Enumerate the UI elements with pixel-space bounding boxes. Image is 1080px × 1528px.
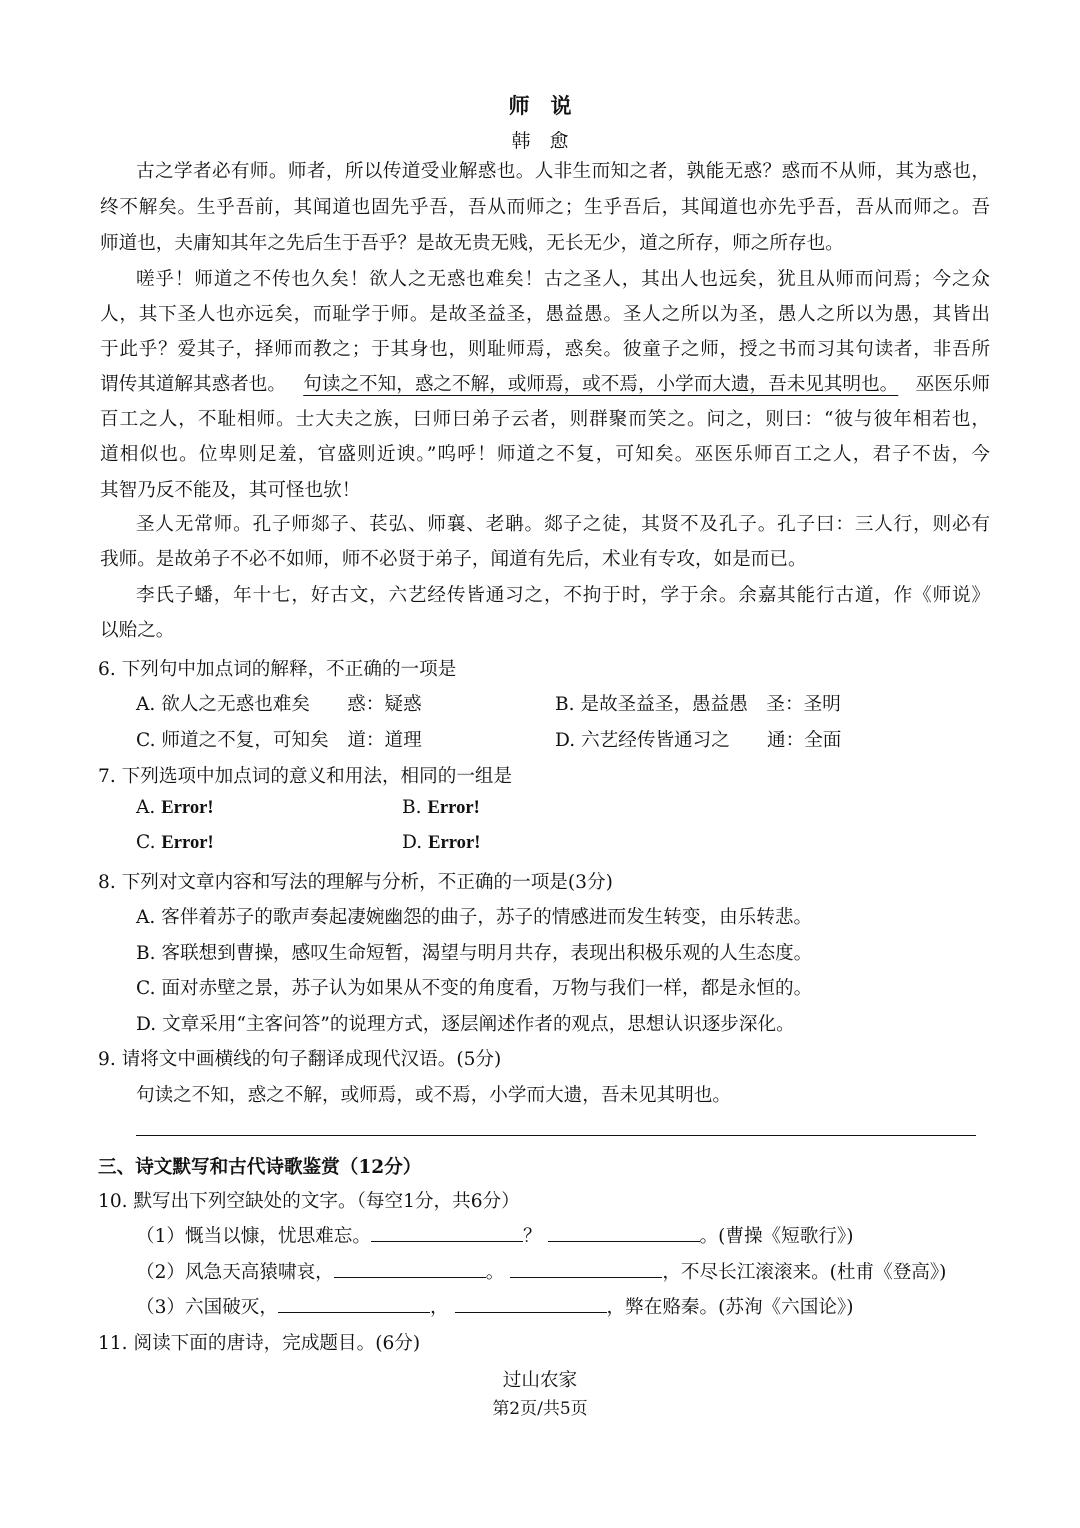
question-6-option-c: C. 师道之不复，可知矣 道：道理 [136,730,422,751]
item-text: （3）六国破灭， [136,1297,278,1318]
item-text: ，弊在赂秦。(苏洵《六国论》) [606,1297,854,1318]
question-11-stem: 11. 阅读下面的唐诗，完成题目。(6分) [98,1333,421,1354]
item-text: ？ [522,1226,542,1247]
passage-text: 谓传其道解其惑者也。 [100,374,286,395]
option-letter: B. [402,797,422,818]
passage-line: 李氏子蟠，年十七，好古文，六艺经传皆通习之，不拘于时，学于余。余嘉其能行古道，作《师说》 [136,585,990,606]
passage-line: 其智乃反不能及，其可怪也欤！ [100,480,361,501]
fill-blank[interactable] [455,1294,607,1313]
question-10-item-3 [136,1293,853,1319]
question-7-option-d [402,832,480,854]
question-6-stem: 6. 下列句中加点词的解释，不正确的一项是 [98,659,457,680]
question-7-option-a [136,797,214,819]
question-10-item-2 [136,1258,946,1284]
question-8-stem: 8. 下列对文章内容和写法的理解与分析，不正确的一项是(3分) [98,872,613,893]
question-6-option-a: A. 欲人之无惑也难矣 惑：疑惑 [136,694,422,715]
item-text: ， [430,1297,449,1318]
item-text: 。(曹操《短歌行》) [699,1226,854,1247]
option-error-text: Error! [427,797,480,818]
question-7-option-c [136,832,214,854]
question-7-option-b [402,797,480,819]
question-6-option-b: B. 是故圣益圣，愚益愚 圣：圣明 [555,694,841,715]
page-footer: 第2页/共5页 [492,1399,588,1419]
question-8-option-c: C. 面对赤壁之景，苏子认为如果从不变的角度看，万物与我们一样，都是永恒的。 [136,978,813,999]
item-text: 。 [485,1262,505,1283]
question-7-stem: 7. 下列选项中加点词的意义和用法，相同的一组是 [98,766,513,787]
fill-blank[interactable] [510,1259,662,1278]
item-text: ，不尽长江滚滚来。(杜甫《登高》) [662,1262,947,1283]
passage-line: 道相似也。位卑则足羞，官盛则近谀。”呜呼！师道之不复，可知矣。巫医乐师百工之人，君子不齿，今 [100,444,990,465]
fill-blank[interactable] [371,1223,523,1242]
poem-title: 过山农家 [502,1370,578,1391]
passage-line: 以贻之。 [100,620,175,641]
question-8-option-d: D. 文章采用“主客问答”的说理方式，逐层阐述作者的观点，思想认识逐步深化。 [136,1014,795,1035]
passage-line: 百工之人，不耻相师。士大夫之族，曰师曰弟子云者，则群聚而笑之。问之，则曰：“彼与彼年相若也， [100,409,990,430]
fill-blank[interactable] [548,1223,700,1242]
passage-line-with-underline [100,371,990,399]
item-text: （1）慨当以慷，忧思难忘。 [136,1226,371,1247]
option-error-text: Error! [161,832,214,853]
question-8-option-b: B. 客联想到曹操，感叹生命短暂，渴望与明月共存，表现出积极乐观的人生态度。 [136,943,813,964]
option-error-text: Error! [161,797,214,818]
passage-title: 师 说 [508,93,572,118]
answer-line[interactable] [136,1135,976,1136]
question-9-stem: 9. 请将文中画横线的句子翻译成现代汉语。(5分) [98,1049,502,1070]
fill-blank[interactable] [278,1294,430,1313]
passage-line: 我师。是故弟子不必不如师，师不必贤于弟子，闻道有先后，术业有专攻，如是而已。 [100,549,807,570]
option-letter: A. [136,797,156,818]
passage-line: 圣人无常师。孔子师郯子、苌弘、师襄、老聃。郯子之徒，其贤不及孔子。孔子曰：三人行，则必有 [136,514,990,535]
option-error-text: Error! [428,832,481,853]
item-text: （2）风急天高猿啸哀， [136,1262,334,1283]
question-10-item-1 [136,1222,853,1248]
passage-line: 古之学者必有师。师者，所以传道受业解惑也。人非生而知之者，孰能无惑？惑而不从师，其为惑也， [136,161,990,182]
question-9-sentence: 句读之不知，惑之不解，或师焉，或不焉，小学而大遗，吾未见其明也。 [136,1085,732,1106]
question-10-stem: 10. 默写出下列空缺处的文字。（每空1分，共6分） [98,1191,520,1212]
question-6-option-d: D. 六艺经传皆通习之 通：全面 [555,730,842,751]
option-letter: C. [136,832,156,853]
passage-line: 师道也，夫庸知其年之先后生于吾乎？是故无贵无贱，无长无少，道之所存，师之所存也。 [100,233,844,254]
question-8-option-a: A. 客伴着苏子的歌声奏起凄婉幽怨的曲子，苏子的情感进而发生转变，由乐转悲。 [136,907,813,928]
underlined-sentence: 句读之不知，惑之不解，或师焉，或不焉，小学而大遗，吾未见其明也。 [303,374,899,395]
passage-line: 人，其下圣人也亦远矣，而耻学于师。是故圣益圣，愚益愚。圣人之所以为圣，愚人之所以为愚，其皆出 [100,304,990,325]
passage-line: 嗟乎！师道之不传也久矣！欲人之无惑也难矣！古之圣人，其出人也远矣，犹且从师而问焉；今之众 [136,269,990,290]
option-letter: D. [402,832,423,853]
section-heading: 三、诗文默写和古代诗歌鉴赏（12分） [98,1157,422,1178]
passage-author: 韩 愈 [511,130,569,152]
passage-line: 于此乎？爱其子，择师而教之；于其身也，则耻师焉，惑矣。彼童子之师，授之书而习其句读者，非吾所 [100,339,990,360]
fill-blank[interactable] [334,1259,486,1278]
passage-text: 巫医乐师 [915,374,990,395]
passage-line: 终不解矣。生乎吾前，其闻道也固先乎吾，吾从而师之；生乎吾后，其闻道也亦先乎吾，吾从而师之。吾 [100,197,990,218]
